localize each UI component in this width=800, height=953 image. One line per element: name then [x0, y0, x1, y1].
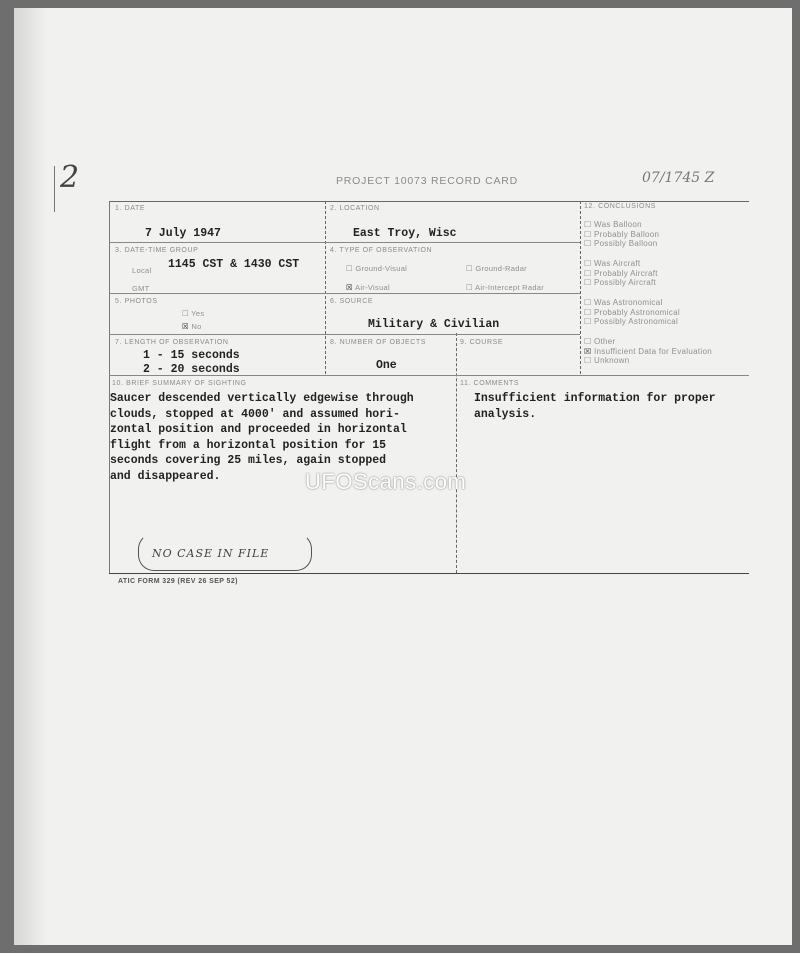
record-card-page	[14, 8, 792, 945]
conclusion-balloon-group	[584, 220, 659, 249]
row-divider-1	[109, 242, 580, 243]
summary-line: seconds covering 25 miles, again stopped	[110, 454, 387, 467]
conclusion-option	[584, 239, 659, 249]
checkbox-empty-icon: ☐	[466, 264, 474, 273]
objects-label: 8. NUMBER OF OBJECTS	[330, 339, 427, 346]
handwritten-reference: 07/1745 Z	[642, 170, 715, 186]
conclusion-option	[584, 220, 659, 230]
summary-line: and disappeared.	[110, 469, 221, 483]
option-air-intercept-radar-label: Air-Intercept Radar	[475, 283, 545, 292]
option-ground-radar	[466, 264, 527, 273]
conclusion-option	[584, 278, 658, 288]
watermark: UFOScans.com	[305, 469, 467, 494]
checkbox-empty-icon: ☐	[584, 337, 592, 346]
conclusions-label: 12. CONCLUSIONS	[584, 203, 657, 210]
conclusion-other-group	[584, 337, 712, 366]
source-label: 6. SOURCE	[330, 298, 374, 305]
photos-label: 5. PHOTOS	[115, 298, 158, 305]
checkbox-empty-icon: ☐	[584, 239, 592, 248]
conclusion-aircraft-group	[584, 259, 658, 288]
conclusion-option	[584, 269, 658, 279]
checkbox-empty-icon: ☐	[584, 259, 592, 268]
location-value: East Troy, Wisc	[353, 227, 457, 240]
col-divider-1	[325, 201, 326, 374]
option-air-intercept-radar	[466, 283, 544, 292]
col-divider-2	[580, 201, 581, 374]
conclusion-option	[584, 298, 680, 308]
conclusion-option	[584, 259, 658, 269]
conclusion-option-label: Probably Astronomical	[594, 307, 680, 317]
checkbox-empty-icon: ☐	[584, 298, 592, 307]
option-air-visual	[346, 283, 390, 292]
checkbox-checked-icon: ☒	[584, 346, 592, 356]
conclusion-option-label: Was Aircraft	[594, 259, 641, 268]
conclusion-option-label: Insufficient Data for Evaluation	[594, 346, 712, 356]
dtg-value: 1145 CST & 1430 CST	[168, 258, 300, 271]
comments-line: analysis.	[474, 407, 537, 421]
conclusion-option-label: Unknown	[594, 356, 630, 365]
checkbox-empty-icon: ☐	[466, 283, 474, 292]
conclusion-option	[584, 347, 712, 357]
length-label: 7. LENGTH OF OBSERVATION	[115, 339, 229, 346]
course-label: 9. COURSE	[460, 339, 504, 346]
conclusion-option	[584, 317, 680, 327]
length-line-1: 1 - 15 seconds	[143, 349, 240, 362]
conclusion-option	[584, 230, 659, 240]
margin-bracket	[54, 166, 55, 212]
length-line-2: 2 - 20 seconds	[143, 363, 240, 376]
checkbox-empty-icon: ☐	[584, 317, 592, 326]
date-value: 7 July 1947	[145, 227, 221, 240]
photos-yes-label: Yes	[191, 309, 205, 318]
checkbox-empty-icon: ☐	[584, 268, 592, 278]
conclusion-option-label: Probably Aircraft	[594, 268, 658, 278]
checkbox-empty-icon: ☐	[584, 278, 592, 287]
conclusion-option-label: Other	[594, 337, 616, 346]
option-ground-visual-label: Ground-Visual	[355, 264, 408, 273]
checkbox-empty-icon: ☐	[346, 264, 354, 273]
row-divider-3	[109, 334, 580, 335]
conclusion-option-label: Was Astronomical	[594, 298, 663, 307]
observation-type-label: 4. TYPE OF OBSERVATION	[330, 247, 433, 254]
conclusion-option	[584, 308, 680, 318]
option-ground-radar-label: Ground-Radar	[475, 264, 527, 273]
summary-line: zontal position and proceeded in horizontal	[110, 423, 407, 436]
comments-text	[474, 391, 716, 422]
card-left-border	[109, 201, 110, 573]
conclusion-option-label: Possibly Aircraft	[594, 278, 657, 287]
margin-note: 2	[60, 160, 80, 195]
photos-yes	[182, 309, 204, 318]
checkbox-checked-icon: ☒	[346, 283, 354, 292]
conclusion-option-label: Possibly Balloon	[594, 239, 658, 248]
card-title: PROJECT 10073 RECORD CARD	[336, 175, 519, 187]
card-top-border	[109, 201, 749, 202]
conclusion-option-label: Was Balloon	[594, 220, 642, 229]
date-label: 1. DATE	[115, 205, 146, 212]
conclusion-option	[584, 356, 712, 366]
conclusion-option-label: Possibly Astronomical	[594, 317, 679, 326]
objects-value: One	[376, 359, 397, 372]
summary-line: Saucer descended vertically edgewise through	[110, 392, 414, 405]
location-label: 2. LOCATION	[330, 205, 380, 212]
checkbox-empty-icon: ☐	[584, 356, 592, 365]
summary-label: 10. BRIEF SUMMARY OF SIGHTING	[112, 380, 247, 387]
checkbox-empty-icon: ☐	[584, 220, 592, 229]
row-divider-2	[109, 293, 580, 294]
checkbox-empty-icon: ☐	[584, 307, 592, 317]
form-id: ATIC FORM 329 (REV 26 SEP 52)	[118, 578, 238, 585]
summary-line: flight from a horizontal position for 15	[110, 438, 387, 452]
page-edge-shadow	[14, 8, 48, 945]
option-ground-visual	[346, 264, 407, 273]
checkbox-empty-icon: ☐	[182, 309, 190, 318]
dtg-gmt-label: GMT	[132, 284, 150, 293]
conclusion-option	[584, 337, 712, 347]
photos-no	[182, 322, 202, 331]
summary-line: clouds, stopped at 4000' and assumed hori-	[110, 407, 400, 421]
col-divider-3	[456, 333, 457, 573]
checkbox-checked-icon: ☒	[182, 322, 190, 331]
checkbox-empty-icon: ☐	[584, 229, 592, 239]
option-air-visual-label: Air-Visual	[355, 283, 390, 292]
card-bottom-border	[109, 573, 749, 574]
comments-label: 11. COMMENTS	[460, 380, 520, 387]
handwritten-note: NO CASE IN FILE	[152, 547, 270, 560]
comments-line: Insufficient information for proper	[474, 392, 716, 405]
photos-no-label: No	[191, 322, 202, 331]
source-value: Military & Civilian	[368, 318, 500, 331]
conclusion-astronomical-group	[584, 298, 680, 327]
dtg-local-label: Local	[132, 266, 152, 275]
dtg-label: 3. DATE-TIME GROUP	[115, 247, 199, 254]
conclusion-option-label: Probably Balloon	[594, 229, 660, 239]
